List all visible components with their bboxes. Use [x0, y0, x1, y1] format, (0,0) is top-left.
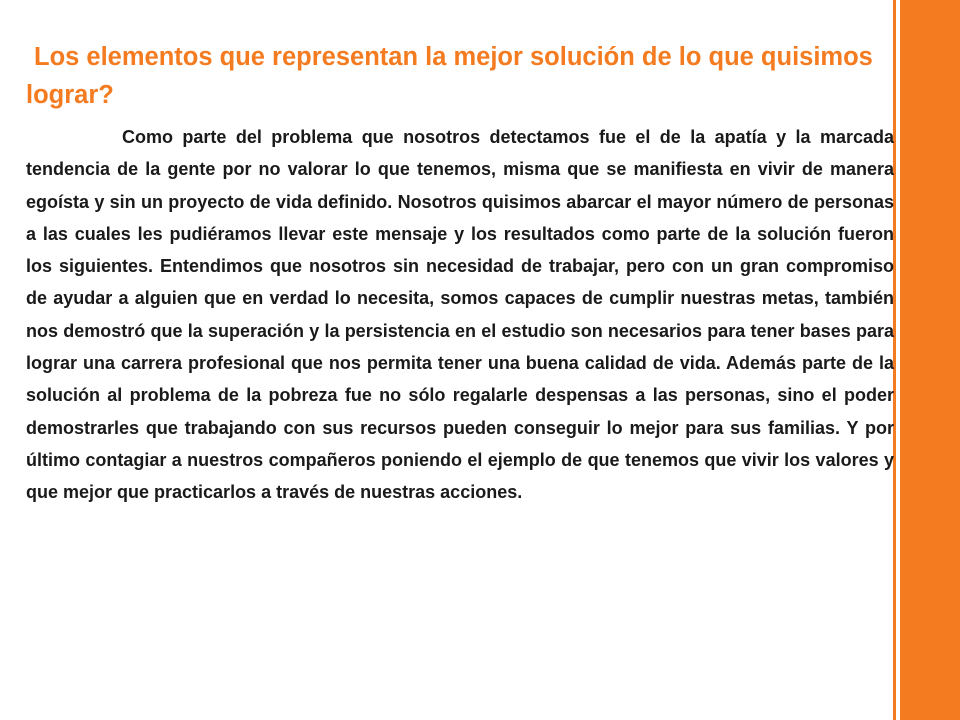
accent-side-bar	[900, 0, 960, 720]
slide-paragraph: Como parte del problema que nosotros detectamos fue el de la apatía y la marcada tendencia de la gente por no valorar lo que tenemos, misma que se manifiesta en vivir de manera egoísta y sin un proyecto de vida definido. Nosotros quisimos abarcar el mayor número de personas a las cuales les pudiéramos llevar este mensaje y los resultados como parte de la solución fueron los siguientes. Entendimos que nosotros sin necesidad de trabajar, pero con un gran compromiso de ayudar a alguien que en verdad lo necesita, somos capaces de cumplir nuestras metas, también nos demostró que la superación y la persistencia en el estudio son necesarios para tener bases para lograr una carrera profesional que nos permita tener una buena calidad de vida. Además parte de la solución al problema de la pobreza fue no sólo regalarle despensas a las personas, sino el poder demostrarles que trabajando con sus recursos pueden conseguir lo mejor para sus familias. Y por último contagiar a nuestros compañeros poniendo el ejemplo de que tenemos que vivir los valores y que mejor que practicarlos a través de nuestras acciones.	[26, 127, 894, 503]
slide-title: Los elementos que representan la mejor solución de lo que quisimos lograr?	[26, 43, 873, 109]
